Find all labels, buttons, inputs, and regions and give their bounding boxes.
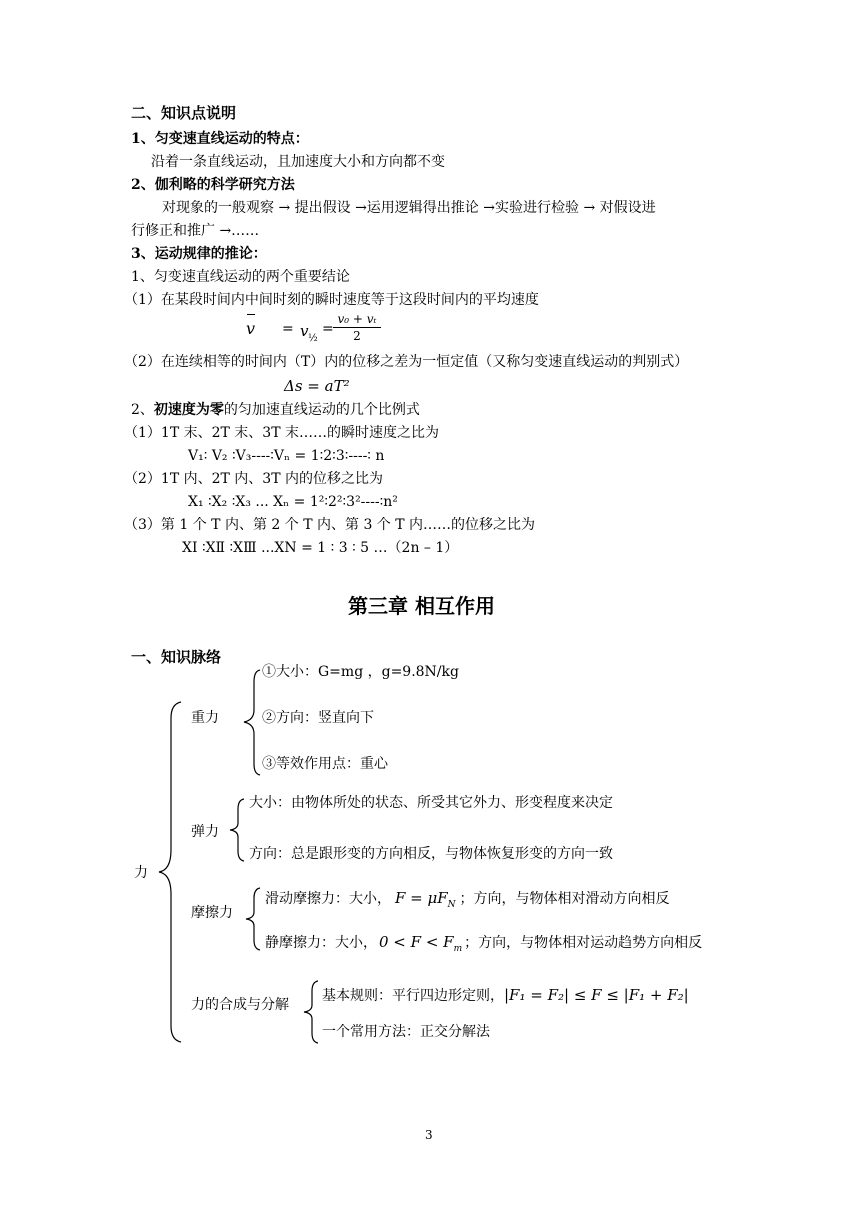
section-heading: 二、知识点说明 bbox=[131, 104, 237, 122]
ratios-title bbox=[131, 401, 420, 419]
conclusions-title: 1、匀变速直线运动的两个重要结论 bbox=[131, 269, 350, 285]
conclusion-2-text: （2）在连续相等的时间内（T）内的位移之差为一恒定值（又称匀变速直线运动的判别式） bbox=[124, 354, 689, 370]
sliding-formula-main: F = μF bbox=[395, 889, 448, 907]
vhalf-subscript: ½ bbox=[308, 333, 318, 344]
static-friction-formula bbox=[377, 933, 464, 954]
composition-label: 力的合成与分解 bbox=[191, 997, 289, 1013]
root-label: 力 bbox=[134, 865, 148, 881]
composition-rule bbox=[322, 986, 689, 1005]
chapter-title: 第三章 相互作用 bbox=[348, 594, 495, 618]
gravity-label: 重力 bbox=[191, 710, 219, 726]
item3-heading: 3、运动规律的推论： bbox=[131, 246, 267, 262]
sliding-friction-formula bbox=[391, 889, 460, 910]
friction-label: 摩擦力 bbox=[191, 905, 233, 921]
sliding-friction bbox=[265, 889, 670, 914]
ratio-1-text: （1）1T 末、2T 末、3T 末……的瞬时速度之比为 bbox=[124, 425, 439, 441]
static-friction bbox=[265, 933, 702, 958]
composition-brace bbox=[300, 979, 322, 1045]
ratio-2-formula: X₁ ∶X₂ ∶X₃ ... Xₙ = 1²∶2²∶3²----∶n² bbox=[188, 494, 398, 510]
ratios-title-bold: 初速度为零 bbox=[153, 402, 224, 418]
elastic-direction: 方向：总是跟形变的方向相反，与物体恢复形变的方向一致 bbox=[249, 846, 613, 862]
ratio-1-formula: V₁∶ V₂ ∶V₃----∶Vₙ = 1∶2∶3∶----∶ n bbox=[188, 448, 385, 464]
friction-brace bbox=[242, 886, 264, 952]
static-formula-sub: m bbox=[453, 944, 463, 954]
overline bbox=[247, 314, 255, 315]
gravity-point: ③等效作用点：重心 bbox=[262, 756, 388, 772]
ratio-2-text: （2）1T 内、2T 内、3T 内的位移之比为 bbox=[124, 471, 383, 487]
vhalf-symbol: v bbox=[300, 322, 309, 340]
ratio-3-formula: XⅠ ∶XⅡ ∶XⅢ ...XN = 1 ∶ 3 ∶ 5 …（2n – 1） bbox=[182, 540, 459, 556]
elastic-size: 大小：由物体所处的状态、所受其它外力、形变程度来决定 bbox=[249, 795, 613, 811]
ratios-title-suffix: 的匀加速直线运动的几个比例式 bbox=[223, 402, 420, 418]
displacement-formula: Δs = aT² bbox=[284, 377, 350, 395]
composition-rule-prefix: 基本规则：平行四边形定则， bbox=[322, 988, 504, 1004]
conclusion-1-text: （1）在某段时间内中间时刻的瞬时速度等于这段时间内的平均速度 bbox=[124, 292, 539, 308]
static-friction-prefix: 静摩擦力：大小， bbox=[265, 935, 377, 951]
sliding-friction-suffix: ；方向，与物体相对滑动方向相反 bbox=[459, 891, 670, 907]
gravity-size: ①大小：G=mg ，g=9.8N/kg bbox=[262, 664, 459, 680]
item2-heading: 2、伽利略的科学研究方法 bbox=[131, 177, 295, 193]
fraction-denominator: 2 bbox=[353, 329, 361, 343]
fraction bbox=[333, 312, 381, 344]
knowledge-map-heading: 一、知识脉络 bbox=[131, 648, 222, 666]
ratio-3-text: （3）第 1 个 T 内、第 2 个 T 内、第 3 个 T 内……的位移之比为 bbox=[124, 517, 536, 533]
fraction-numerator: v₀ + vₜ bbox=[333, 312, 381, 328]
item1-text: 沿着一条直线运动，且加速度大小和方向都不变 bbox=[151, 154, 445, 170]
static-friction-suffix: ；方向，与物体相对运动趋势方向相反 bbox=[464, 935, 703, 951]
composition-method: 一个常用方法：正交分解法 bbox=[322, 1024, 490, 1040]
elastic-label: 弹力 bbox=[191, 824, 219, 840]
composition-rule-formula: |F₁ = F₂| ≤ F ≤ |F₁ + F₂| bbox=[504, 986, 689, 1004]
item2-text-line1: 对现象的一般观察 → 提出假设 →运用逻辑得出推论 →实验进行检验 → 对假设进 bbox=[162, 200, 656, 216]
sliding-friction-prefix: 滑动摩擦力：大小， bbox=[265, 891, 391, 907]
item2-text-line2: 行修正和推广 →…… bbox=[131, 223, 260, 239]
sliding-formula-sub: N bbox=[447, 900, 456, 910]
static-formula-main: 0 < F < F bbox=[379, 933, 454, 951]
elastic-brace bbox=[226, 797, 248, 863]
equals-1: = bbox=[282, 321, 294, 337]
equals-2: = bbox=[322, 321, 334, 337]
item1-heading: 1、匀变速直线运动的特点： bbox=[131, 131, 309, 147]
gravity-brace bbox=[240, 668, 264, 778]
page-number: 3 bbox=[425, 1128, 433, 1142]
vbar-symbol: v bbox=[246, 319, 256, 338]
root-brace bbox=[155, 700, 185, 1045]
ratios-title-prefix: 2、 bbox=[131, 402, 154, 418]
gravity-direction: ②方向：竖直向下 bbox=[262, 710, 374, 726]
